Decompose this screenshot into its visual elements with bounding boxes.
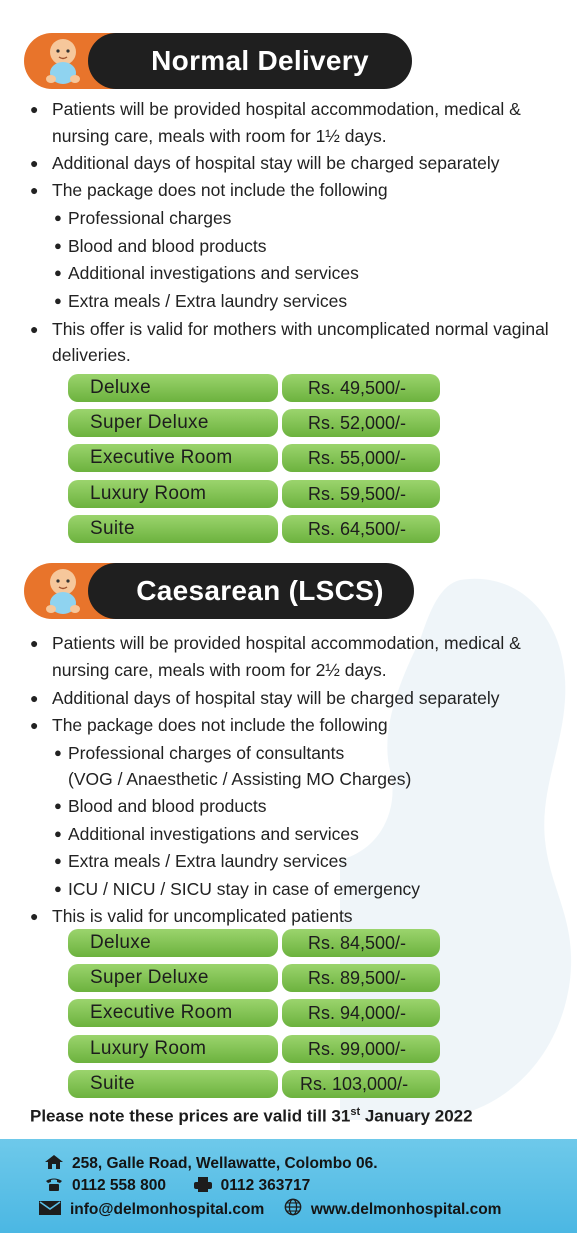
room-price: Rs. 52,000/-	[282, 409, 440, 437]
website-link[interactable]: www.delmonhospital.com	[310, 1201, 502, 1218]
address-text: 258, Galle Road, Wellawatte, Colombo 06.	[72, 1155, 378, 1172]
globe-icon	[283, 1198, 303, 1216]
sub-list-item: ● Additional investigations and services	[54, 263, 359, 283]
price-row	[68, 480, 440, 508]
room-type: Deluxe	[68, 929, 278, 957]
address-row	[44, 1154, 378, 1173]
email-web-row	[38, 1198, 501, 1219]
room-price: Rs. 84,500/-	[282, 929, 440, 957]
price-row	[68, 1070, 440, 1098]
sub-list-item: ● Additional investigations and services	[54, 824, 359, 844]
price-row	[68, 929, 440, 957]
room-price: Rs. 89,500/-	[282, 964, 440, 992]
room-type: Super Deluxe	[68, 964, 278, 992]
price-row	[68, 409, 440, 437]
email-link[interactable]: info@delmonhospital.com	[70, 1201, 265, 1218]
list-item: ● This offer is valid for mothers with uncomplicated normal vaginal	[30, 319, 549, 339]
price-row	[68, 444, 440, 472]
room-price: Rs. 103,000/-	[282, 1070, 440, 1098]
room-price: Rs. 64,500/-	[282, 515, 440, 543]
normal-delivery-header	[24, 33, 412, 89]
room-type: Executive Room	[68, 999, 278, 1027]
sub-list-item-continuation: (VOG / Anaesthetic / Assisting MO Charges)	[68, 769, 412, 789]
fax-number[interactable]: 0112 363717	[220, 1177, 311, 1194]
room-type: Suite	[68, 1070, 278, 1098]
home-icon	[44, 1154, 64, 1170]
list-item-continuation: nursing care, meals with room for 1½ days.	[52, 126, 387, 146]
price-row	[68, 1035, 440, 1063]
phone-icon	[44, 1176, 64, 1192]
list-item: ● Patients will be provided hospital accommodation, medical &	[30, 99, 521, 119]
phone-number[interactable]: 0112 558 800	[72, 1177, 166, 1194]
room-price: Rs. 94,000/-	[282, 999, 440, 1027]
room-type: Deluxe	[68, 374, 278, 402]
phone-row	[44, 1176, 310, 1195]
list-item: ● The package does not include the following	[30, 180, 388, 200]
room-price: Rs. 55,000/-	[282, 444, 440, 472]
price-row	[68, 515, 440, 543]
list-item-continuation: deliveries.	[52, 345, 131, 365]
baby-icon	[36, 565, 90, 619]
price-row	[68, 374, 440, 402]
room-type: Executive Room	[68, 444, 278, 472]
caesarean-header	[24, 563, 412, 619]
sub-list-item: ● Professional charges of consultants	[54, 743, 345, 763]
list-item: ● Patients will be provided hospital accommodation, medical &	[30, 633, 521, 653]
sub-list-item: ● Extra meals / Extra laundry services	[54, 291, 348, 311]
section-title: Normal Delivery	[151, 45, 369, 76]
list-item: ● Additional days of hospital stay will be charged separately	[30, 153, 500, 173]
section-title: Caesarean (LSCS)	[136, 575, 384, 606]
sub-list-item: ● Extra meals / Extra laundry services	[54, 851, 348, 871]
room-type: Suite	[68, 515, 278, 543]
list-item-continuation: nursing care, meals with room for 2½ days.	[52, 660, 387, 680]
email-icon	[38, 1200, 62, 1216]
room-type: Super Deluxe	[68, 409, 278, 437]
room-price: Rs. 49,500/-	[282, 374, 440, 402]
fax-icon	[193, 1176, 213, 1192]
room-price: Rs. 59,500/-	[282, 480, 440, 508]
list-item: ● The package does not include the following	[30, 715, 388, 735]
sub-list-item: ● Blood and blood products	[54, 236, 267, 256]
baby-icon	[36, 35, 90, 89]
list-item: ● This is valid for uncomplicated patients	[30, 906, 353, 926]
contact-footer	[0, 1139, 577, 1233]
list-item: ● Additional days of hospital stay will be charged separately	[30, 688, 500, 708]
price-row	[68, 964, 440, 992]
room-type: Luxury Room	[68, 1035, 278, 1063]
sub-list-item: ● Blood and blood products	[54, 796, 267, 816]
room-type: Luxury Room	[68, 480, 278, 508]
sub-list-item: ● ICU / NICU / SICU stay in case of emergency	[54, 879, 421, 899]
room-price: Rs. 99,000/-	[282, 1035, 440, 1063]
price-row	[68, 999, 440, 1027]
validity-note: Please note these prices are valid till 31st January 2022	[30, 1106, 473, 1126]
sub-list-item: ● Professional charges	[54, 208, 232, 228]
